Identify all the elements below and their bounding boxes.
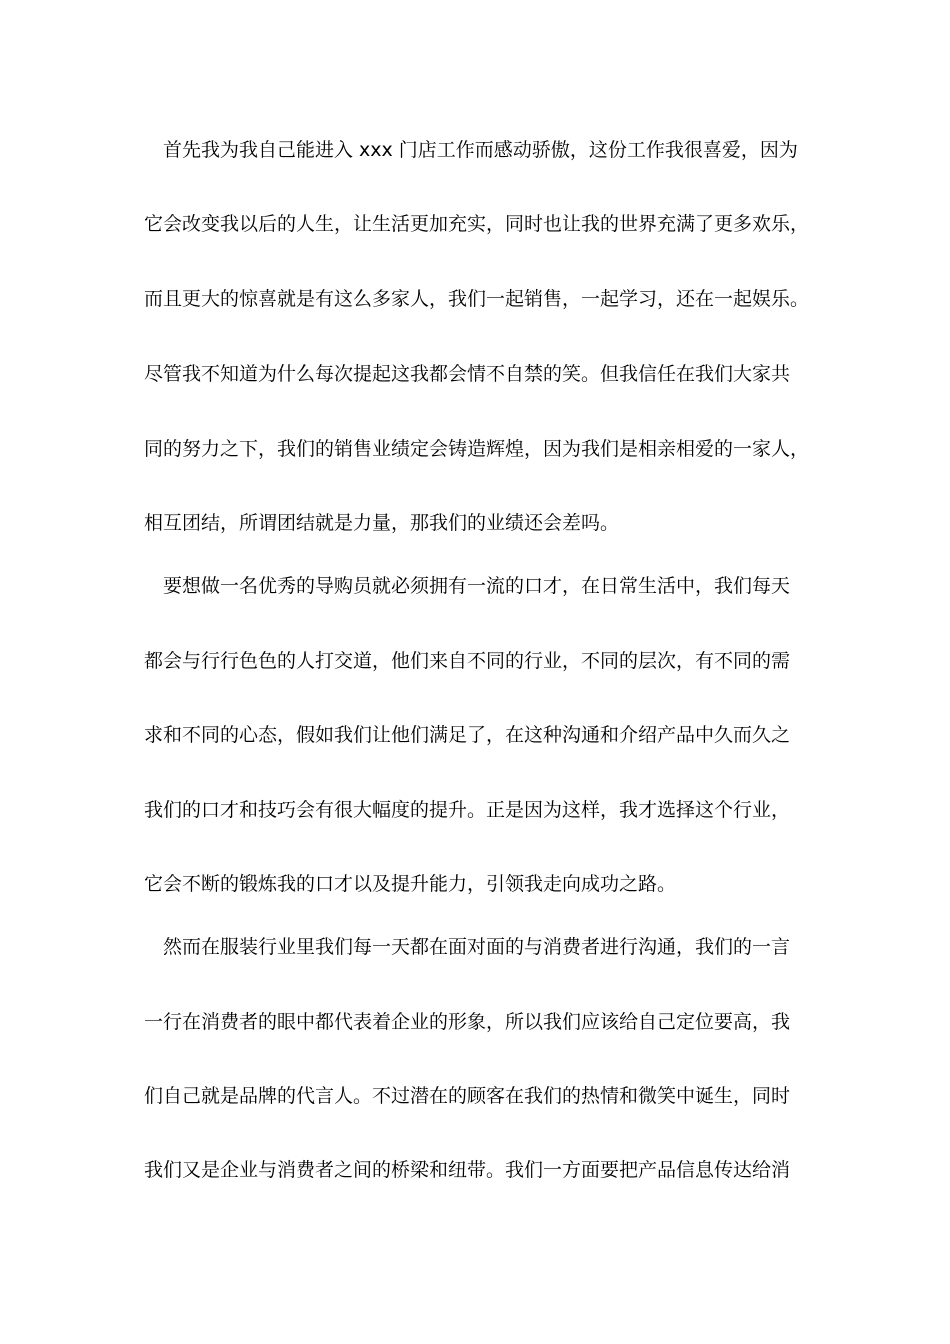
- paragraph-2-line-4: 我们的口才和技巧会有很大幅度的提升。正是因为这样，我才选择这个行业，: [144, 799, 791, 821]
- paragraph-1-line-3: 而且更大的惊喜就是有这么多家人，我们一起销售，一起学习，还在一起娱乐。: [144, 288, 810, 310]
- paragraph-2-line-5: 它会不断的锻炼我的口才以及提升能力，引领我走向成功之路。: [144, 873, 677, 895]
- paragraph-2-line-1: 要想做一名优秀的导购员就必须拥有一流的口才，在日常生活中，我们每天: [163, 575, 791, 597]
- paragraph-2-line-2: 都会与行行色色的人打交道，他们来自不同的行业，不同的层次，有不同的需: [144, 650, 791, 672]
- paragraph-3-line-1: 然而在服装行业里我们每一天都在面对面的与消费者进行沟通，我们的一言: [163, 936, 791, 958]
- paragraph-1-line-5: 同的努力之下，我们的销售业绩定会铸造辉煌，因为我们是相亲相爱的一家人，: [144, 438, 810, 460]
- paragraph-3-line-4: 我们又是企业与消费者之间的桥梁和纽带。我们一方面要把产品信息传达给消: [144, 1159, 791, 1181]
- paragraph-1-line-2: 它会改变我以后的人生，让生活更加充实，同时也让我的世界充满了更多欢乐，: [144, 213, 810, 235]
- paragraph-3-line-2: 一行在消费者的眼中都代表着企业的形象，所以我们应该给自己定位要高，我: [144, 1011, 791, 1033]
- paragraph-1-line-1: 首先我为我自己能进入 xxx 门店工作而感动骄傲，这份工作我很喜爱，因为: [163, 139, 798, 161]
- paragraph-1-line-4: 尽管我不知道为什么每次提起这我都会情不自禁的笑。但我信任在我们大家共: [144, 363, 791, 385]
- paragraph-1-line-6: 相互团结，所谓团结就是力量，那我们的业绩还会差吗。: [144, 512, 620, 534]
- paragraph-3-line-3: 们自己就是品牌的代言人。不过潜在的顾客在我们的热情和微笑中诞生，同时: [144, 1085, 791, 1107]
- paragraph-2-line-3: 求和不同的心态，假如我们让他们满足了，在这种沟通和介绍产品中久而久之: [144, 724, 791, 746]
